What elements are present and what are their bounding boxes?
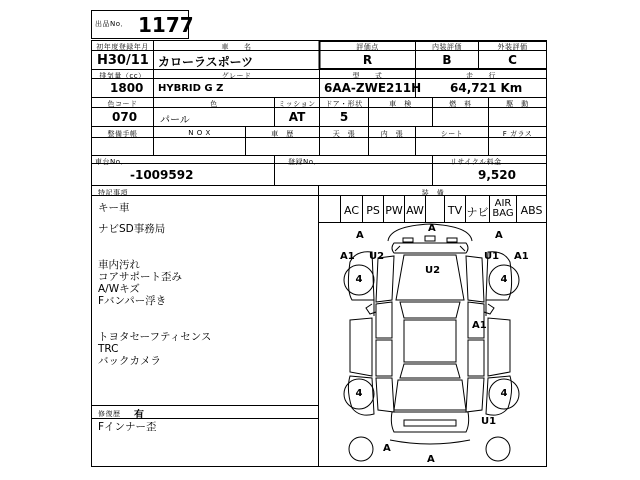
maintenance-book-label: 整備手帳 bbox=[107, 130, 138, 138]
transmission-label: ミッション bbox=[278, 100, 316, 108]
damage-mark: A bbox=[383, 443, 391, 454]
nox-label: N O X bbox=[188, 129, 211, 137]
interior-grade: B bbox=[442, 53, 452, 67]
mileage: 64,721 Km bbox=[450, 81, 523, 95]
equip-pw: PW bbox=[385, 204, 403, 217]
mileage-label: 走 行 bbox=[466, 72, 496, 80]
equip-ac: AC bbox=[343, 204, 359, 217]
damage-mark: A bbox=[427, 454, 435, 465]
model-code-label: 型 式 bbox=[352, 72, 383, 80]
doors: 5 bbox=[339, 110, 349, 124]
chassis-number: -1009592 bbox=[130, 168, 194, 182]
damage-mark: A1 bbox=[472, 320, 487, 331]
displacement: 1800 bbox=[110, 81, 144, 95]
recycle-fee-label: リサイクル料金 bbox=[450, 158, 502, 166]
registration-label: 登録No． bbox=[288, 158, 322, 166]
seat-label: シート bbox=[440, 130, 464, 138]
windshield-label: F ガラス bbox=[502, 130, 533, 138]
lot-number: 1177 bbox=[138, 13, 194, 37]
repair-history-value: 有 bbox=[134, 410, 144, 421]
damage-mark: U1 bbox=[481, 416, 497, 427]
displacement-label: 排気量（cc） bbox=[99, 72, 146, 80]
repair-history-label: 修復歴 bbox=[98, 410, 121, 418]
equip-airbag: AIR BAG bbox=[492, 198, 514, 219]
transmission: AT bbox=[288, 110, 306, 124]
exterior-grade: C bbox=[508, 53, 517, 67]
drive-label: 駆 動 bbox=[506, 100, 529, 108]
evaluation-score: R bbox=[362, 53, 373, 67]
chassis-label: 車台No． bbox=[95, 158, 129, 166]
damage-mark: A bbox=[428, 223, 436, 234]
color-code: 070 bbox=[112, 110, 138, 124]
inspection-label: 車 検 bbox=[389, 100, 412, 108]
note-line: トヨタセーフティセンス bbox=[98, 331, 212, 343]
tire-tread-rr: 4 bbox=[500, 388, 508, 399]
tire-tread-fr: 4 bbox=[500, 274, 508, 285]
note-line: A/Wキズ bbox=[98, 283, 140, 295]
doors-label: ドア・形状 bbox=[325, 100, 363, 108]
equip-tv: TV bbox=[447, 204, 463, 217]
model-code: 6AA-ZWE211H bbox=[324, 81, 422, 95]
note-line: Fバンパー浮き bbox=[98, 295, 167, 307]
fuel-label: 燃 料 bbox=[449, 100, 472, 108]
equip-abs: ABS bbox=[520, 204, 543, 217]
grade-label: グレード bbox=[221, 72, 252, 80]
note-line: キー車 bbox=[98, 202, 130, 214]
damage-mark: A bbox=[495, 230, 503, 241]
car-name: カローラスポーツ bbox=[158, 55, 254, 69]
damage-mark: A1 bbox=[340, 251, 355, 262]
damage-mark: U2 bbox=[369, 251, 385, 262]
equipment-label: 装 備 bbox=[421, 189, 445, 197]
lot-label: 出品No． bbox=[95, 20, 129, 28]
tire-tread-fl: 4 bbox=[355, 274, 363, 285]
notes-label: 特記事項 bbox=[98, 189, 128, 197]
color-code-label: 色コード bbox=[107, 100, 138, 108]
repair-note: Fインナー歪 bbox=[98, 421, 157, 433]
interior-grade-label: 内装評価 bbox=[432, 43, 462, 51]
exterior-grade-label: 外装評価 bbox=[497, 43, 528, 51]
score-label: 評価点 bbox=[356, 43, 379, 51]
damage-mark: A1 bbox=[514, 251, 529, 262]
damage-mark: U1 bbox=[484, 251, 500, 262]
year-label: 初年度登録年月 bbox=[96, 43, 149, 51]
history-label: 車 歴 bbox=[271, 130, 294, 138]
name-label: 車 名 bbox=[221, 43, 252, 51]
note-line: TRC bbox=[98, 343, 119, 355]
note-line: ナビSD事務局 bbox=[98, 223, 166, 235]
first-registration: H30/11 bbox=[97, 53, 149, 68]
color-label: 色 bbox=[210, 100, 218, 108]
note-line: バックカメラ bbox=[98, 355, 161, 367]
note-line: コアサポート歪み bbox=[98, 271, 182, 283]
recycle-fee: 9,520 bbox=[478, 168, 516, 182]
color: パール bbox=[160, 115, 190, 126]
grade: HYBRID G Z bbox=[158, 83, 224, 94]
roof-lining-label: 天 張 bbox=[332, 130, 356, 138]
equip-aw: AW bbox=[406, 204, 424, 217]
tire-tread-rl: 4 bbox=[355, 388, 363, 399]
interior-trim-label: 内 張 bbox=[380, 130, 404, 138]
notes-list bbox=[98, 202, 211, 367]
equip-ps: PS bbox=[366, 204, 380, 217]
damage-mark: A bbox=[356, 230, 364, 241]
equip-navi: ナビ bbox=[466, 206, 489, 219]
damage-mark: U2 bbox=[425, 265, 441, 276]
note-line: 車内汚れ bbox=[98, 259, 140, 271]
